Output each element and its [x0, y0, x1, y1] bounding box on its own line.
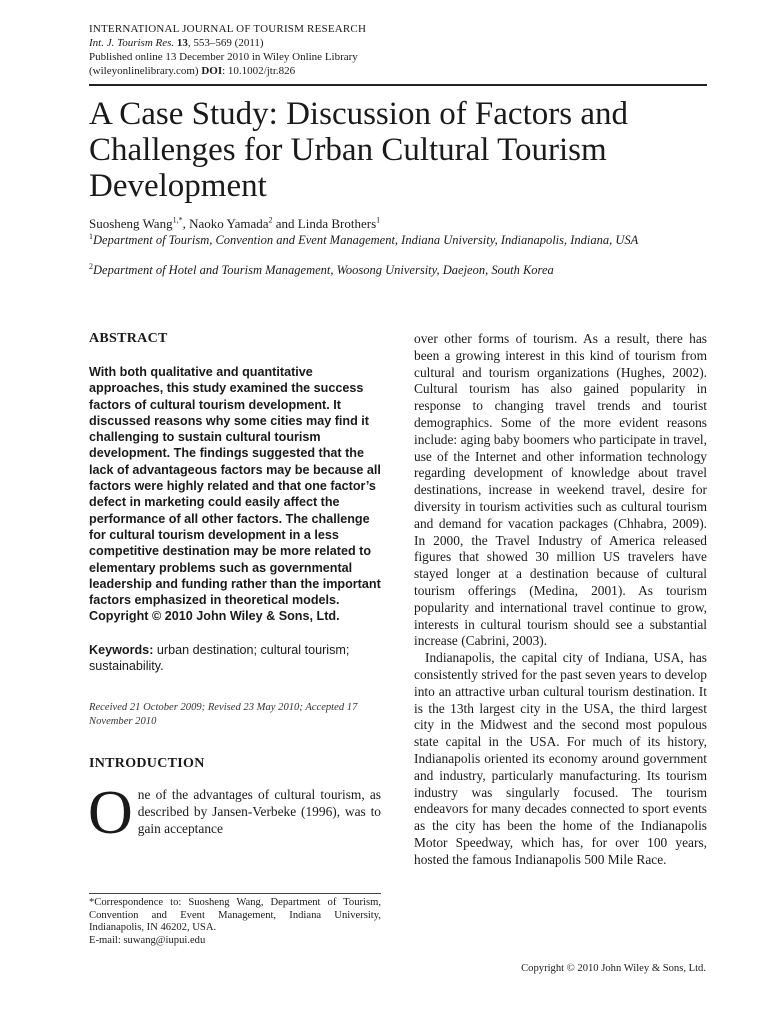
- citation-volume: 13: [176, 37, 188, 49]
- author-affil-mark: 1: [376, 215, 381, 225]
- abstract-body: With both qualitative and quantitative approaches, this study examined the success factors of cultural tourism development. It discussed reasons why some cities may find it challenging to sustain cultural tourism development. The findings suggested that the lack of advantageous factors may be because all factors were highly related and that one factor’s defect in marketing could easily affect the performance of all other factors. The challenge for cultural tourism development in a less competitive destination may be more related to elementary problems such as governmental leadership and funding rather than the important factors emphasized in theoretical models. Copyright © 2010 John Wiley & Sons, Ltd.: [89, 365, 381, 624]
- author-list: [89, 216, 707, 231]
- article-title: A Case Study: Discussion of Factors and Challenges for Urban Cultural Tourism Development: [89, 96, 628, 204]
- library-url[interactable]: (wileyonlinelibrary.com): [89, 65, 199, 77]
- body-paragraph: over other forms of tourism. As a result, there has been a growing interest in this kind of tourism from cultural and tourism organizations (Hughes, 2002). Cultural tourism has also gained popularity in response to changing travel trends and tourist demographics. Some of the more evident reasons include: aging baby boomers who participate in travel, use of the Internet and other information technology regarding development of knowledge about travel destinations, increase in weekend travel, desire for diversity in tourism activities such as cultural tourism and demand for vacation packages (Chhabra, 2009). In 2000, the Travel Industry of America released figures that showed 30 million US travelers have stayed longer at a destination because of cultural tourism offerings (Medina, 2001). As tourism popularity and international travel continue to grow, interests in cultural tourism should see a substantial increase (Cabrini, 2003).: [414, 331, 707, 649]
- affiliation-2: [89, 263, 707, 278]
- body-paragraph: Indianapolis, the capital city of Indiana, USA, has consistently strived for the past seven years to develop into an attractive urban cultural tourism destination. It is the 13th largest city in the USA, the third largest city in the Midwest and the second most populous state capital in the USA. For much of its history, Indianapolis oriented its economy around government and industry, particularly manufacturing. Its tourism industry was singularly focused. The tourism endeavors for many decades connected to sport events as the city has been the home of the Indianapolis Motor Speedway, which has, for over 100 years, hosted the famous Indianapolis 500 Mile Race.: [414, 650, 707, 867]
- author-affil-mark: 2: [268, 215, 273, 225]
- introduction-heading: INTRODUCTION: [89, 756, 205, 772]
- affil-text: Department of Hotel and Tourism Management, Woosong University, Daejeon, South Korea: [93, 263, 554, 277]
- page-copyright: Copyright © 2010 John Wiley & Sons, Ltd.: [521, 963, 706, 974]
- drop-cap: O: [88, 779, 133, 848]
- affil-text: Department of Tourism, Convention and Event Management, Indiana University, Indianapolis, Indiana, USA: [93, 233, 639, 247]
- citation-pages: , 553–569 (2011): [187, 37, 264, 49]
- header-rule: [89, 84, 707, 86]
- published-line: Published online 13 December 2010 in Wiley Online Library: [89, 51, 358, 63]
- author-name[interactable]: , Naoko Yamada: [182, 216, 269, 231]
- journal-name: INTERNATIONAL JOURNAL OF TOURISM RESEARCH: [89, 23, 367, 35]
- keywords-list: urban destination; cultural tourism; sustainability.: [89, 642, 350, 674]
- correspondence-email[interactable]: E-mail: suwang@iupui.edu: [89, 935, 206, 947]
- right-column: [414, 331, 707, 869]
- author-name[interactable]: Suosheng Wang: [89, 216, 173, 231]
- citation-line: [89, 36, 706, 50]
- author-name[interactable]: and Linda Brothers: [272, 216, 377, 231]
- keywords: [89, 642, 381, 675]
- affil-mark: 1: [89, 231, 93, 241]
- affiliation-1: [89, 233, 707, 248]
- affil-mark: 2: [89, 261, 93, 271]
- citation-journal: Int. J. Tourism Res.: [89, 37, 175, 49]
- intro-text: ne of the advantages of cultural tourism, as described by Jansen-Verbeke (1996), was to gain acceptance: [137, 787, 381, 837]
- keywords-label: Keywords:: [89, 642, 154, 657]
- doi-value[interactable]: : 10.1002/jtr.826: [222, 65, 296, 77]
- article-dates: Received 21 October 2009; Revised 23 May 2010; Accepted 17 November 2010: [89, 702, 358, 728]
- doi-line: [89, 64, 706, 78]
- left-column: [88, 330, 381, 848]
- correspondence-text: *Correspondence to: Suosheng Wang, Department of Tourism, Convention and Event Management, Indiana University, Indianapolis, IN 46202, USA.: [89, 897, 381, 934]
- introduction-paragraph: [88, 779, 381, 848]
- author-affil-mark: 1,*: [172, 215, 183, 225]
- correspondence-footnote: [89, 897, 381, 948]
- doi-label: DOI: [201, 65, 223, 77]
- footnote-rule: [89, 893, 381, 894]
- abstract-heading: ABSTRACT: [89, 331, 168, 346]
- journal-header: [89, 22, 706, 78]
